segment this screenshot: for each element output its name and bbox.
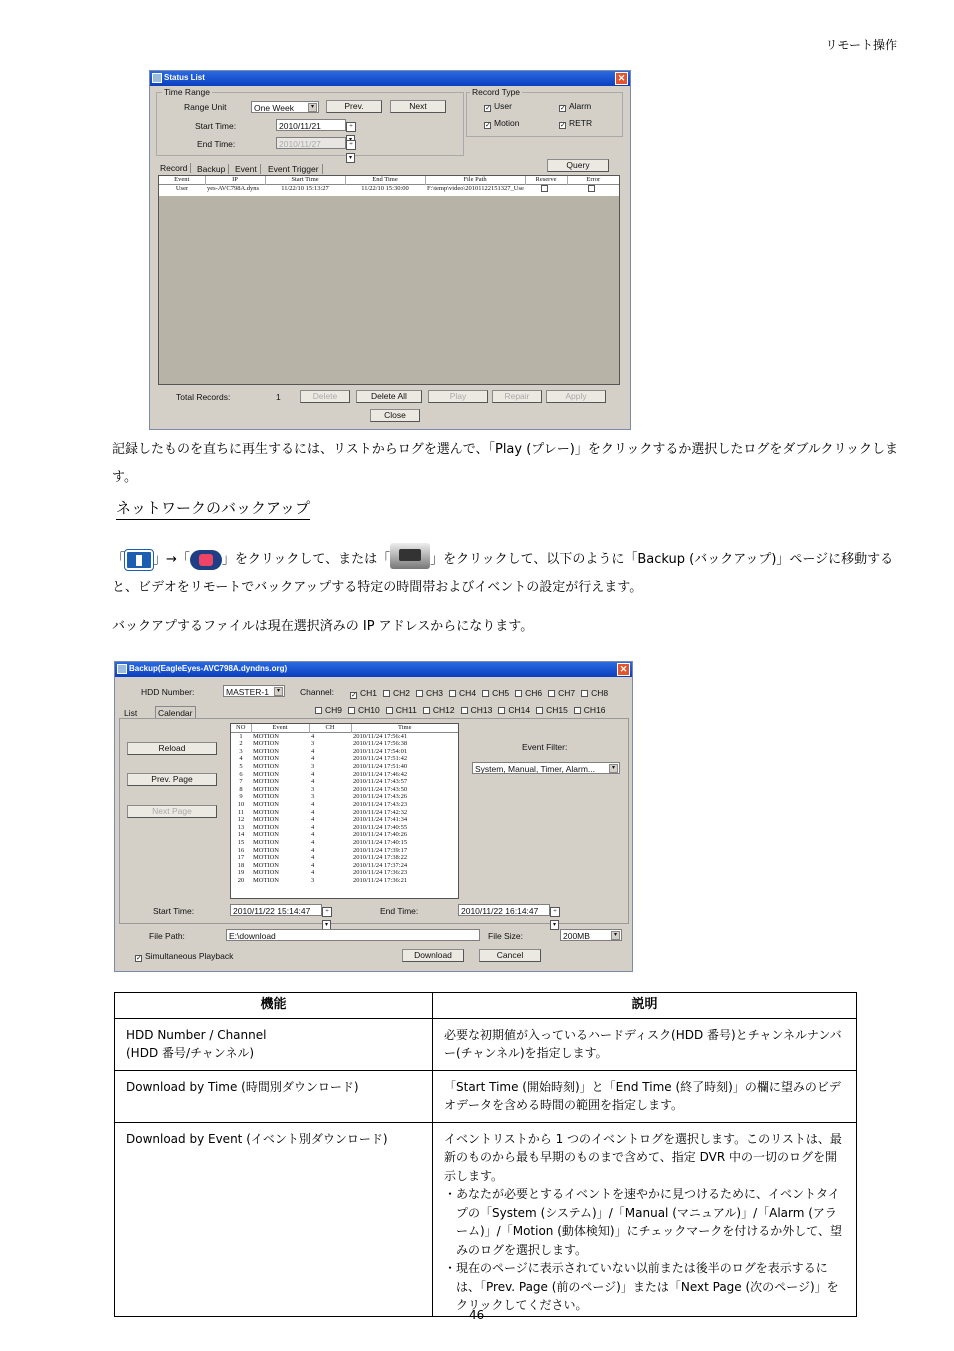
error-checkbox[interactable] [567, 184, 619, 193]
event-cell: 2010/11/24 17:38:22 [353, 854, 408, 862]
channel-row-1 [350, 688, 614, 699]
checkbox-icon [574, 707, 581, 714]
retr-label: RETR [569, 118, 593, 128]
chevron-down-icon: ▾ [609, 764, 618, 773]
paragraph-play: 記録したものを直ちに再生するには、リストからログを選んで、「Play (プレー)」をクリックするか選択したログをダブルクリックします。 [112, 442, 899, 485]
range-unit-value: One Week [254, 103, 295, 113]
event-cell: 17 [237, 854, 245, 862]
play-button[interactable]: Play [428, 390, 488, 403]
channel-checkbox-ch13[interactable] [461, 705, 493, 715]
channel-label: CH4 [459, 688, 477, 698]
event-cell: 4 [311, 861, 315, 869]
close-icon[interactable]: ✕ [615, 72, 628, 85]
time-range-label: Time Range [164, 87, 210, 97]
table-row[interactable] [231, 801, 458, 809]
event-cell: 14 [237, 831, 245, 839]
event-cell: 2010/11/24 17:40:55 [353, 823, 408, 831]
channel-label: CH11 [395, 705, 417, 715]
channel-checkbox-ch10[interactable] [348, 705, 380, 715]
download-button[interactable]: Download [402, 949, 464, 962]
checkbox-icon [461, 707, 468, 714]
checkbox-icon [416, 690, 423, 697]
table-row[interactable] [231, 869, 458, 877]
cell-start: 11/22/10 15:13:27 [281, 185, 329, 193]
event-cell: 4 [311, 854, 315, 862]
table-row[interactable] [231, 877, 458, 885]
paragraph-ip: バックアプするファイルは現在選択済みの IP アドレスからになります。 [112, 619, 534, 634]
column-header[interactable]: Start Time [265, 176, 345, 184]
retr-checkbox[interactable]: ✓ RETR [560, 118, 593, 129]
event-cell: MOTION [253, 831, 279, 839]
record-list[interactable] [158, 175, 620, 385]
table-row[interactable] [231, 771, 458, 779]
book-icon [125, 550, 153, 570]
table-header [159, 176, 619, 184]
event-cell: 2010/11/24 17:37:24 [353, 861, 408, 869]
channel-label: CH12 [432, 705, 455, 715]
event-cell: MOTION [253, 762, 279, 770]
channel-checkbox-ch8[interactable] [581, 688, 608, 698]
chevron-down-icon: ▾ [308, 103, 317, 112]
channel-checkbox-ch6[interactable] [515, 688, 542, 698]
checkbox-icon [515, 690, 522, 697]
column-header[interactable]: NO [231, 724, 251, 732]
channel-checkbox-ch4[interactable] [449, 688, 476, 698]
channel-label: CH6 [525, 688, 543, 698]
repair-button[interactable]: Repair [492, 390, 542, 403]
channel-label: CH8 [591, 688, 609, 698]
prev-page-button[interactable]: Prev. Page [127, 773, 217, 786]
event-cell: 11 [237, 808, 245, 816]
table-row[interactable] [231, 854, 458, 862]
end-time-spinner[interactable]: ÷▾ [346, 137, 368, 149]
table-row[interactable] [231, 748, 458, 756]
simultaneous-playback-checkbox[interactable]: ✓ Simultaneous Playback [136, 951, 234, 962]
table-row[interactable] [231, 786, 458, 794]
event-cell: MOTION [253, 732, 279, 740]
checkbox-icon [386, 707, 393, 714]
event-cell: MOTION [253, 747, 279, 755]
event-cell: 16 [237, 846, 245, 854]
table-row[interactable] [231, 862, 458, 870]
tab-event[interactable]: Event [235, 164, 261, 174]
event-cell: 8 [239, 785, 243, 793]
section-header: リモート操作 [825, 38, 897, 52]
tab-record[interactable]: Record [160, 163, 191, 173]
function-cell: Download by Time (時間別ダウンロード) [115, 1070, 433, 1122]
event-cell: 18 [237, 861, 245, 869]
app-icon [117, 664, 127, 674]
event-cell: 4 [311, 816, 315, 824]
event-cell: MOTION [253, 808, 279, 816]
bullet-text: あなたが必要とするイベントを速やかに見つけるために、イベントタイプの「System (システム)」/「Manual (マニュアル)」/「Alarm (アラーム)」/「Motion (動体検知)」にチェックマークを付けるか外して、望みのログを選択します。 [456, 1187, 842, 1257]
table-header [231, 724, 458, 732]
event-cell: 15 [237, 838, 245, 846]
event-cell: 4 [311, 846, 315, 854]
event-cell: MOTION [253, 869, 279, 877]
channel-label: CH15 [546, 705, 568, 715]
channel-label: CH16 [583, 705, 606, 715]
tab-calendar[interactable]: Calendar [155, 706, 196, 719]
bullet-item: ・ 現在のページに表示されていない以前または後半のログを表示するには、「Prev. Page (前のページ)」または「Next Page (次のページ)」をクリックしてください。 [444, 1259, 845, 1315]
table-row[interactable] [231, 809, 458, 817]
event-cell: 9 [239, 793, 243, 801]
event-cell: MOTION [253, 770, 279, 778]
channel-checkbox-ch14[interactable] [498, 705, 530, 715]
table-row[interactable] [231, 793, 458, 801]
channel-label: Channel: [300, 687, 335, 697]
channel-checkbox-ch9[interactable] [315, 705, 342, 715]
table-row[interactable] [231, 763, 458, 771]
reserve-checkbox[interactable] [525, 184, 567, 193]
table-row[interactable] [159, 184, 619, 193]
table-row[interactable] [231, 732, 458, 740]
table-row[interactable] [231, 824, 458, 832]
description-cell: 必要な初期値が入っているハードディスク(HDD 番号)とチャンネルナンバー(チャンネル)を指定します。 [433, 1018, 857, 1070]
channel-label: CH9 [325, 705, 343, 715]
event-cell: 4 [311, 838, 315, 846]
text-fragment: 「 [112, 552, 126, 567]
checkbox-icon: ✓ [351, 692, 357, 699]
function-name: HDD Number / Channel [126, 1027, 267, 1042]
tab-backup[interactable]: Backup [197, 164, 229, 174]
description-cell: 「Start Time (開始時刻)」と「End Time (終了時刻)」の欄に望みのビデオデータを含める時間の範囲を指定します。 [433, 1070, 857, 1122]
event-cell: 2010/11/24 17:36:21 [353, 876, 408, 884]
table-row [115, 1070, 857, 1122]
dialog-title: Backup(EagleEyes-AVC798A.dyndns.org) [129, 664, 288, 673]
alarm-label: Alarm [569, 101, 592, 111]
event-cell: 6 [239, 770, 243, 778]
bullet-text: 現在のページに表示されていない以前または後半のログを表示するには、「Prev. Page (前のページ)」または「Next Page (次のページ)」をクリックしてください。 [456, 1261, 839, 1312]
channel-label: CH2 [393, 688, 411, 698]
channel-checkbox-ch3[interactable] [416, 688, 443, 698]
channel-label: CH10 [358, 705, 380, 715]
channel-label: CH7 [558, 688, 576, 698]
range-unit-select[interactable] [251, 101, 319, 113]
event-table [231, 724, 458, 884]
event-cell: MOTION [253, 816, 279, 824]
close-button[interactable]: Close [370, 409, 420, 422]
channel-checkbox-ch12[interactable] [423, 705, 455, 715]
channel-checkbox-ch7[interactable] [548, 688, 575, 698]
event-cell: 2010/11/24 17:43:26 [353, 793, 408, 801]
function-name-jp: (HDD 番号/チャンネル) [126, 1046, 255, 1060]
event-cell: 10 [237, 800, 245, 808]
backup-icon [190, 550, 222, 570]
start-time-input[interactable]: 2010/11/21 [276, 119, 346, 131]
event-cell: 2010/11/24 17:51:40 [353, 762, 408, 770]
event-cell: 12 [237, 816, 245, 824]
channel-label: CH13 [470, 705, 493, 715]
apply-button[interactable]: Apply [546, 390, 606, 403]
event-cell: 2010/11/24 17:43:23 [353, 800, 408, 808]
total-records-label: Total Records: [176, 392, 231, 402]
event-cell: 1 [239, 732, 243, 740]
end-time-spinner[interactable]: ÷▾ [550, 904, 572, 916]
chevron-down-icon: ▾ [274, 687, 283, 696]
user-checkbox[interactable]: ✓ User [485, 101, 512, 112]
end-time-label: End Time: [197, 139, 236, 149]
channel-checkbox-ch16[interactable] [574, 705, 606, 715]
next-button[interactable]: Next [390, 100, 446, 113]
table-row[interactable] [231, 816, 458, 824]
column-header[interactable]: End Time [345, 176, 425, 184]
table-row [115, 1018, 857, 1070]
record-table [159, 176, 619, 193]
event-cell: 2010/11/24 17:56:38 [353, 740, 408, 748]
channel-row-2 [315, 705, 612, 715]
event-cell: 4 [311, 808, 315, 816]
chevron-down-icon: ▾ [611, 931, 620, 940]
event-cell: 2010/11/24 17:41:34 [353, 816, 408, 824]
event-cell: MOTION [253, 854, 279, 862]
event-cell: 3 [311, 762, 315, 770]
checkbox-icon [536, 707, 543, 714]
event-cell: 3 [311, 793, 315, 801]
event-cell: 2010/11/24 17:54:01 [353, 747, 408, 755]
start-time-input[interactable]: 2010/11/22 15:14:47 [230, 904, 322, 916]
channel-label: CH5 [492, 688, 510, 698]
event-cell: 2010/11/24 17:51:42 [353, 755, 408, 763]
motion-checkbox[interactable]: ✓ Motion [485, 118, 520, 129]
event-cell: 4 [311, 747, 315, 755]
channel-checkbox-ch5[interactable] [482, 688, 509, 698]
channel-checkbox-ch1[interactable] [350, 688, 377, 698]
event-cell: 2010/11/24 17:40:15 [353, 838, 408, 846]
tab-list[interactable]: List [124, 708, 138, 718]
event-cell: 4 [311, 770, 315, 778]
checkbox-icon [315, 707, 322, 714]
event-cell: 4 [311, 755, 315, 763]
event-cell: 4 [311, 823, 315, 831]
event-cell: MOTION [253, 861, 279, 869]
description-text: イベントリストから 1 つのイベントログを選択します。このリストは、最新のものから最も早期のものまで含めて、指定 DVR 中の一切のログを開示します。 [444, 1131, 842, 1183]
motion-label: Motion [494, 118, 520, 128]
column-header[interactable]: File Path [425, 176, 525, 184]
event-cell: 3 [239, 747, 243, 755]
event-cell: 4 [311, 732, 315, 740]
cell-end: 11/22/10 15:30:00 [361, 185, 409, 193]
event-cell: MOTION [253, 755, 279, 763]
close-icon[interactable]: ✕ [617, 663, 630, 676]
event-cell: 3 [311, 876, 315, 884]
prev-button[interactable]: Prev. [326, 100, 382, 113]
paragraph-navigation [112, 546, 902, 602]
hdd-number-value: MASTER-1 [226, 687, 269, 697]
channel-checkbox-ch2[interactable] [383, 688, 410, 698]
cell-ip: yes-AVC798A.dyns [207, 185, 260, 193]
table-row[interactable] [231, 740, 458, 748]
user-label: User [494, 101, 512, 111]
event-cell: 2010/11/24 17:42:32 [353, 808, 408, 816]
channel-label: CH14 [508, 705, 531, 715]
event-cell: MOTION [253, 740, 279, 748]
channel-label: CH3 [426, 688, 444, 698]
cell-event: User [175, 185, 189, 193]
channel-checkbox-ch11[interactable] [386, 705, 417, 715]
table-row[interactable] [231, 839, 458, 847]
event-cell: 4 [311, 869, 315, 877]
checkbox-icon [423, 707, 430, 714]
table-row [115, 1122, 857, 1316]
column-header[interactable]: CH [309, 724, 351, 732]
event-cell: 4 [311, 778, 315, 786]
hdd-number-select[interactable] [223, 685, 285, 697]
checkbox-icon [482, 690, 489, 697]
dialog-titlebar [115, 662, 632, 677]
event-cell: 4 [239, 755, 243, 763]
event-filter-label: Event Filter: [522, 742, 568, 752]
event-cell: 13 [237, 823, 245, 831]
function-table [114, 992, 857, 1317]
checkbox-icon [498, 707, 505, 714]
column-header[interactable]: Reserve [525, 176, 567, 184]
event-cell: 2010/11/24 17:56:41 [353, 732, 408, 740]
text-fragment: 」→「 [153, 552, 190, 567]
event-cell: 7 [239, 778, 243, 786]
event-cell: MOTION [253, 800, 279, 808]
file-path-input[interactable]: E:\download [226, 929, 480, 941]
event-cell: MOTION [253, 876, 279, 884]
column-header: 機能 [115, 993, 433, 1019]
checkbox-icon [581, 690, 588, 697]
status-list-dialog [149, 70, 631, 430]
event-cell: MOTION [253, 823, 279, 831]
backup-dialog [114, 661, 633, 972]
file-size-value: 200MB [563, 931, 590, 941]
table-header [115, 993, 857, 1019]
delete-button[interactable]: Delete [300, 390, 350, 403]
checkbox-icon [348, 707, 355, 714]
section-heading: ネットワークのバックアップ [116, 497, 310, 520]
next-page-button[interactable]: Next Page [127, 805, 217, 818]
tab-event-trigger[interactable]: Event Trigger [268, 164, 323, 174]
delete-all-button[interactable]: Delete All [356, 390, 422, 403]
start-time-label: Start Time: [195, 121, 237, 131]
end-time-input[interactable]: 2010/11/22 16:14:47 [458, 904, 550, 916]
end-time-label: End Time: [380, 906, 419, 916]
record-type-label: Record Type [472, 87, 521, 97]
cancel-button[interactable]: Cancel [479, 949, 541, 962]
start-time-label: Start Time: [153, 906, 195, 916]
table-row[interactable] [231, 755, 458, 763]
event-cell: 19 [237, 869, 245, 877]
checkbox-icon [383, 690, 390, 697]
dialog-titlebar [150, 71, 630, 86]
channel-label: CH1 [360, 688, 378, 698]
page-number: 46 [469, 1308, 485, 1322]
event-filter-value: System, Manual, Timer, Alarm... [475, 764, 595, 774]
event-cell: 4 [311, 831, 315, 839]
event-cell: MOTION [253, 838, 279, 846]
query-button[interactable]: Query [547, 159, 609, 172]
event-cell: 2010/11/24 17:36:23 [353, 869, 408, 877]
event-cell: 4 [311, 800, 315, 808]
table-row[interactable] [231, 847, 458, 855]
alarm-checkbox[interactable]: ✓ Alarm [560, 101, 592, 112]
hdd-number-label: HDD Number: [141, 687, 195, 697]
range-unit-label: Range Unit [184, 102, 227, 112]
event-cell: 2010/11/24 17:39:17 [353, 846, 408, 854]
description-cell [433, 1122, 857, 1316]
start-time-spinner[interactable]: ÷▾ [322, 904, 344, 916]
simultaneous-playback-label: Simultaneous Playback [145, 951, 234, 961]
table-row[interactable] [231, 831, 458, 839]
dialog-title: Status List [164, 73, 205, 82]
event-cell: 2010/11/24 17:43:57 [353, 778, 408, 786]
bullet-item: ・ あなたが必要とするイベントを速やかに見つけるために、イベントタイプの「System (システム)」/「Manual (マニュアル)」/「Alarm (アラーム)」/「Motion (動体検知)」にチェックマークを付けるか外して、望みのログを選択します。 [444, 1185, 845, 1259]
table-row[interactable] [231, 778, 458, 786]
app-icon [152, 73, 162, 83]
event-cell: MOTION [253, 778, 279, 786]
column-header[interactable]: Event [159, 176, 205, 184]
text-fragment: 」をクリックして、以下のように「Backup (バックアップ)」ページに移動すると、ビデオをリモートでバックアップする特定の時間帯およびイベントの設定が行えます。 [112, 552, 894, 595]
event-cell: MOTION [253, 793, 279, 801]
file-size-label: File Size: [488, 931, 523, 941]
column-header[interactable]: Event [251, 724, 309, 732]
function-cell: Download by Event (イベント別ダウンロード) [115, 1122, 433, 1316]
file-path-label: File Path: [149, 931, 185, 941]
end-time-input[interactable]: 2010/11/27 [276, 137, 346, 149]
dvr-device-icon [390, 543, 430, 569]
event-cell: MOTION [253, 846, 279, 854]
function-cell [115, 1018, 433, 1070]
event-cell: 2 [239, 740, 243, 748]
event-cell: 3 [311, 740, 315, 748]
checkbox-icon [548, 690, 555, 697]
event-cell: 2010/11/24 17:43:50 [353, 785, 408, 793]
column-header[interactable]: Time [398, 724, 412, 731]
column-header[interactable]: Error [586, 176, 601, 183]
event-cell: 3 [311, 785, 315, 793]
event-list[interactable] [230, 723, 459, 899]
event-cell: MOTION [253, 785, 279, 793]
cell-path: F:\temp\video\20101122151327_Use [427, 185, 524, 193]
text-fragment: 」をクリックして、または「 [221, 552, 391, 567]
reload-button[interactable]: Reload [127, 742, 217, 755]
checkbox-icon [449, 690, 456, 697]
start-time-spinner[interactable]: ÷ [346, 119, 368, 131]
record-type-group [466, 92, 623, 137]
event-cell: 20 [237, 876, 245, 884]
column-header: 説明 [433, 993, 857, 1019]
event-cell: 5 [239, 762, 243, 770]
column-header[interactable]: IP [205, 176, 265, 184]
file-size-select[interactable] [560, 929, 622, 941]
event-cell: 2010/11/24 17:40:26 [353, 831, 408, 839]
event-cell: 2010/11/24 17:46:42 [353, 770, 408, 778]
event-filter-select[interactable] [472, 762, 620, 774]
total-records-value: 1 [276, 392, 281, 402]
channel-checkbox-ch15[interactable] [536, 705, 568, 715]
